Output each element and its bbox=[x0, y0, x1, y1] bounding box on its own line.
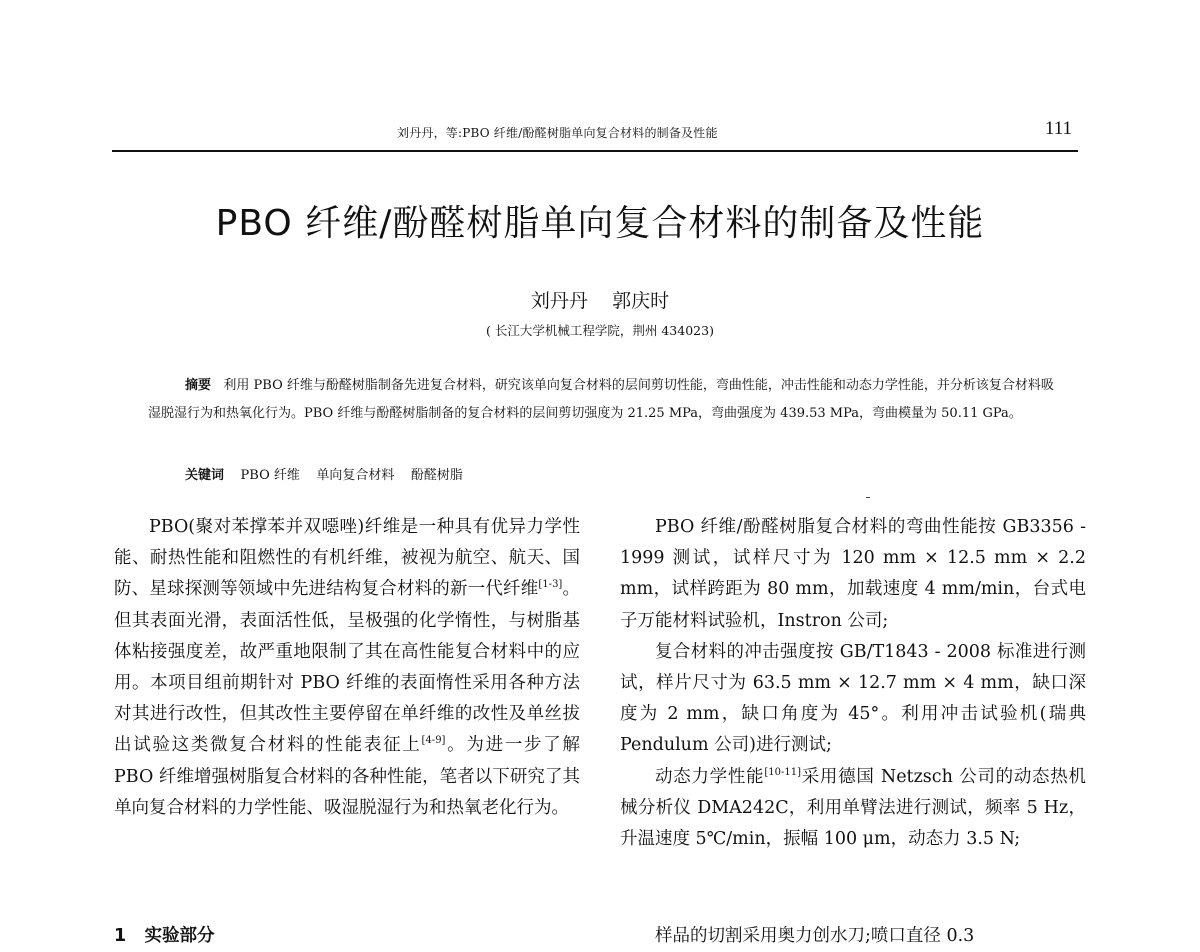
dma-test-paragraph bbox=[620, 762, 1086, 856]
citation-4-9: [4-9] bbox=[421, 735, 446, 747]
paper-title: PBO 纤维/酚醛树脂单向复合材料的制备及性能 bbox=[215, 203, 985, 244]
page-number: 111 bbox=[1044, 118, 1072, 139]
cutting-paragraph-partial: 样品的切割采用奥力创水刀;喷口直径 0.3 bbox=[655, 926, 975, 946]
dma-text-2: 采用德国 Netzsch 公司的动态热机械分析仪 DMA242C，利用单臂法进行测试，频率 5 Hz，升温速度 5℃/min，振幅 100 μm，动态力 3.5 N; bbox=[620, 766, 1086, 850]
right-column bbox=[620, 512, 1086, 855]
bending-test-paragraph: PBO 纤维/酚醛树脂复合材料的弯曲性能按 GB3356 - 1999 测试，试样尺寸为 120 mm × 12.5 mm × 2.2 mm，试样跨距为 80 mm，加载速度 4 mm/min，台式电子万能材料试验机，Instron 公司; bbox=[620, 517, 1086, 631]
keywords-label: 关键词 bbox=[185, 468, 225, 483]
dma-text-1: 动态力学性能 bbox=[655, 766, 765, 787]
running-title: 刘丹丹，等:PBO 纤维/酚醛树脂单向复合材料的制备及性能 bbox=[397, 126, 718, 140]
author-affiliation: ( 长江大学机械工程学院，荆州 434023) bbox=[486, 323, 714, 338]
scan-speck bbox=[866, 497, 870, 498]
abstract-text: 利用 PBO 纤维与酚醛树脂制备先进复合材料，研究该单向复合材料的层间剪切性能，弯曲性能，冲击性能和动态力学性能，并分析该复合材料吸湿脱湿行为和热氧化行为。PBO 纤维与酚醛树脂制备的复合材料的层间剪切强度为 21.25 MPa，弯曲强度为 439.53 MPa，弯曲模量为 50.11 GPa。 bbox=[148, 378, 1054, 421]
abstract-label: 摘要 bbox=[185, 378, 212, 393]
intro-text-2: 。但其表面光滑，表面活性低，呈极强的化学惰性，与树脂基体粘接强度差，故严重地限制了其在高性能复合材料中的应用。本项目组前期针对 PBO 纤维的表面惰性采用各种方法对其进行改性，但其改性主要停留在单纤维的改性及单丝拔出试验这类微复合材料的性能表征上 bbox=[114, 579, 581, 756]
keywords-items: PBO 纤维 单向复合材料 酚醛树脂 bbox=[240, 468, 463, 483]
intro-text-1: PBO(聚对苯撑苯并双噁唑)纤维是一种具有优异力学性能、耐热性能和阻燃性的有机纤维，被视为航空、航天、国防、星球探测等领域中先进结构复合材料的新一代纤维 bbox=[114, 517, 580, 600]
left-column bbox=[114, 512, 580, 824]
keywords bbox=[185, 464, 463, 483]
section-heading-experimental: 1 实验部分 bbox=[114, 926, 215, 946]
abstract-paragraph bbox=[148, 372, 1058, 428]
citation-10-11: [10-11] bbox=[764, 766, 801, 778]
impact-test-paragraph: 复合材料的冲击强度按 GB/T1843 - 2008 标准进行测试，样片尺寸为 63.5 mm × 12.7 mm × 4 mm，缺口深度为 2 mm，缺口角度为 45°。利用冲击试验机(瑞典 Pendulum 公司)进行测试; bbox=[620, 641, 1086, 756]
author-list: 刘丹丹 郭庆时 bbox=[530, 290, 670, 312]
intro-paragraph bbox=[114, 512, 580, 824]
citation-1-3: [1-3] bbox=[538, 579, 563, 591]
running-header bbox=[112, 114, 1078, 152]
abstract bbox=[148, 372, 1058, 428]
intro-text-3: 。为进一步了解 PBO 纤维增强树脂复合材料的各种性能，笔者以下研究了其单向复合材料的力学性能、吸湿脱湿行为和热氧老化行为。 bbox=[114, 735, 581, 818]
